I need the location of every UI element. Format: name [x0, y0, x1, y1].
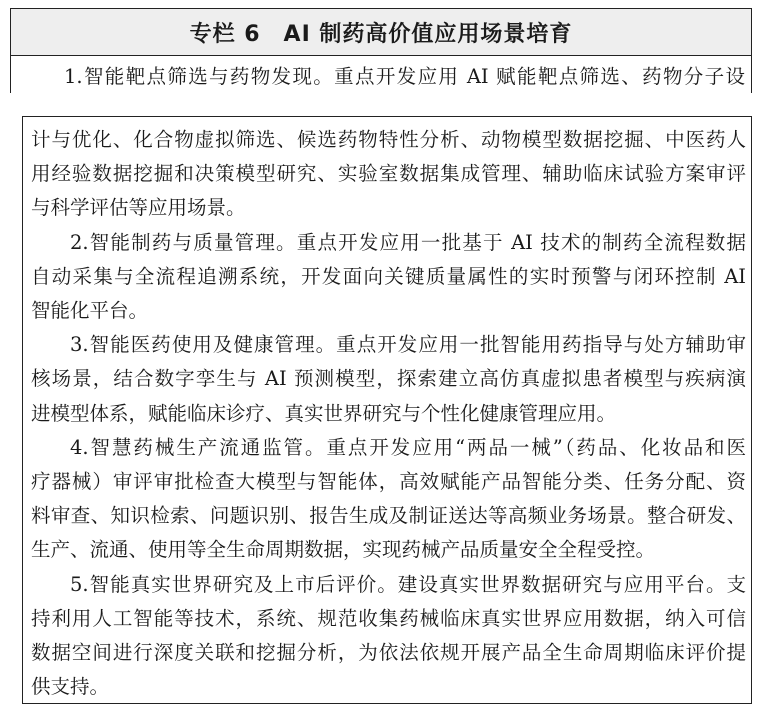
paragraph-line: 计与优化、化合物虚拟筛选、候选药物特性分析、动物模型数据挖掘、中医药人 — [31, 128, 746, 151]
item-text: 重点开发应用一批基于 AI 技术的制药全流程数据 — [296, 230, 747, 254]
paragraph-line — [31, 568, 746, 602]
paragraph-line — [31, 226, 746, 260]
item-heading: 3.智能医药使用及健康管理。 — [70, 333, 337, 357]
paragraph-line: 进模型体系，赋能临床诊疗、真实世界研究与个性化健康管理应用。 — [31, 401, 617, 425]
item-text: 重点开发应用“两品一械”（药品、化妆品和医 — [326, 435, 746, 459]
column-title-bar — [11, 9, 751, 56]
paragraph-line: 与科学评估等应用场景。 — [31, 196, 246, 220]
item-heading: 4.智慧药械生产流通监管。 — [70, 435, 327, 459]
paragraph-line: 智能化平台。 — [31, 299, 149, 323]
paragraph-line: 核场景，结合数字孪生与 AI 预测模型，探索建立高仿真虚拟患者模型与疾病演 — [31, 367, 746, 391]
paragraph-line: 供支持。 — [31, 675, 110, 699]
column-box-continued — [22, 116, 752, 704]
paragraph-line — [31, 328, 746, 362]
paragraph-line: 持利用人工智能等技术，系统、规范收集药械临床真实世界应用数据，纳入可信 — [31, 606, 746, 630]
paragraph-line: 用经验数据挖掘和决策模型研究、实验室数据集成管理、辅助临床试验方案审评 — [31, 162, 746, 186]
paragraph-line — [25, 60, 745, 94]
column-box-top — [10, 8, 752, 93]
paragraph-item-2 — [31, 226, 746, 329]
paragraph-item-3 — [31, 328, 746, 431]
item-text: 建设真实世界数据研究与应用平台。支 — [397, 572, 746, 596]
item-heading: 2.智能制药与质量管理。 — [70, 230, 297, 254]
paragraph-line: 料审查、知识检索、问题识别、报告生成及制证送达等高频业务场景。整合研发、 — [31, 504, 746, 528]
item-text: 重点开发应用一批智能用药指导与处方辅助审 — [336, 333, 746, 357]
column-body-top — [11, 56, 751, 94]
paragraph-line — [31, 431, 746, 465]
paragraph-line: 数据空间进行深度关联和挖掘分析，为依法依规开展产品全生命周期临床评价提 — [31, 641, 746, 665]
paragraph-item-5 — [31, 568, 746, 705]
item-heading: 1.智能靶点筛选与药物发现。 — [64, 65, 335, 88]
item-heading: 5.智能真实世界研究及上市后评价。 — [70, 572, 398, 596]
item-text: 重点开发应用 AI 赋能靶点筛选、药物分子设 — [334, 65, 746, 88]
paragraph-line: 自动采集与全流程追溯系统，开发面向关键质量属性的实时预警与闭环控制 AI — [31, 264, 746, 288]
paragraph-line: 疗器械）审评审批检查大模型与智能体，高效赋能产品智能分类、任务分配、资 — [31, 470, 746, 494]
column-title: 专栏 6 AI 制药高价值应用场景培育 — [189, 21, 573, 47]
paragraph-item-4 — [31, 431, 746, 568]
paragraph-line: 生产、流通、使用等全生命周期数据，实现药械产品质量安全全程受控。 — [31, 538, 656, 562]
paragraph-continuation — [31, 123, 746, 226]
